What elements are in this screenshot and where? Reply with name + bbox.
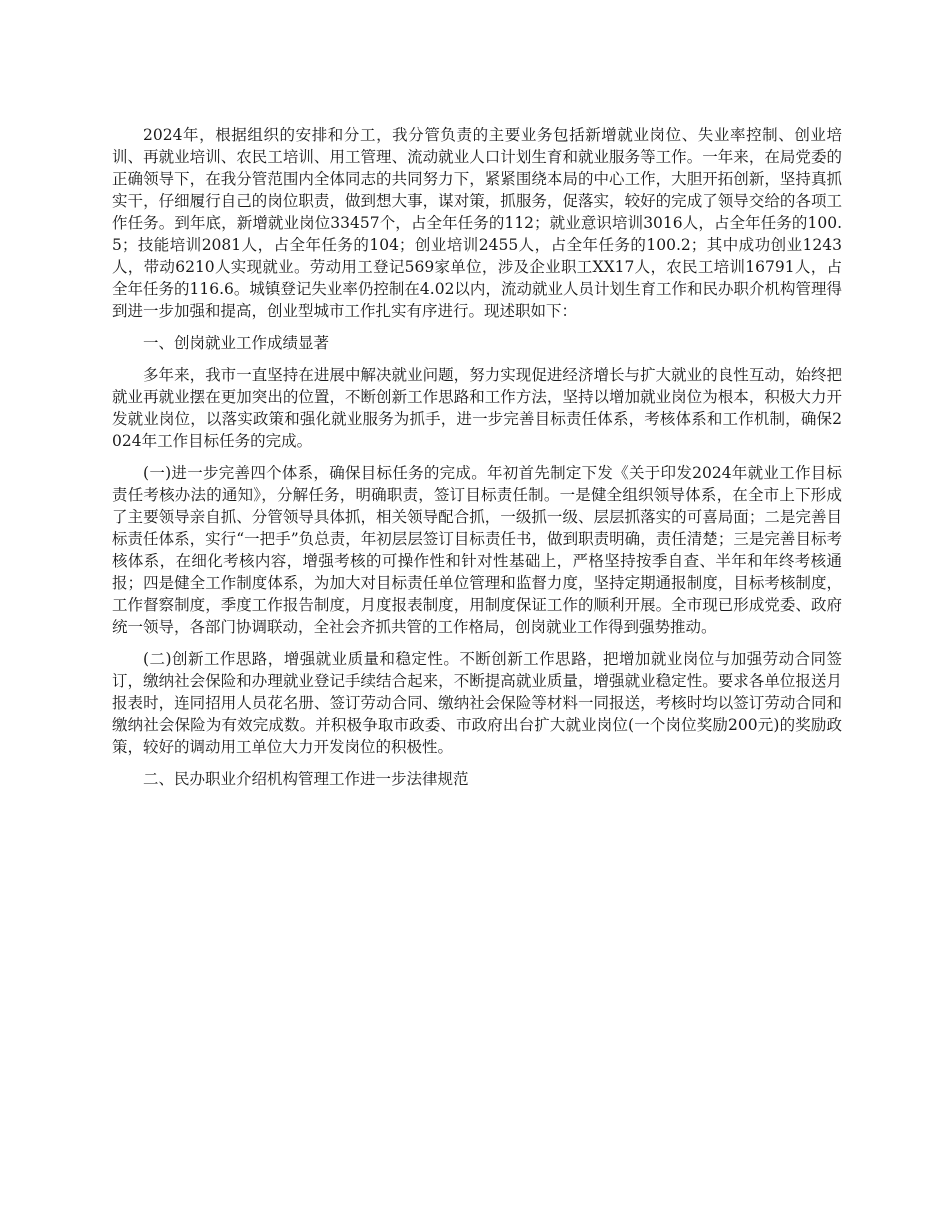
intro-paragraph: 2024年，根据组织的安排和分工，我分管负责的主要业务包括新增就业岗位、失业率控制、创业培训、再就业培训、农民工培训、用工管理、流动就业人口计划生育和就业服务等工作。一年来，在局党委的正确领导下，在我分管范围内全体同志的共同努力下，紧紧围绕本局的中心工作，大胆开拓创新，坚持真抓实干，仔细履行自己的岗位职责，做到想大事，谋对策，抓服务，促落实，较好的完成了领导交给的各项工作任务。到年底，新增就业岗位33457个，占全年任务的112；就业意识培训3016人，占全年任务的100.5；技能培训2081人，占全年任务的104；创业培训2455人，占全年任务的100.2；其中成功创业1243人，带动6210人实现就业。劳动用工登记569家单位，涉及企业职工XX17人，农民工培训16791人，占全年任务的116.6。城镇登记失业率仍控制在4.02以内，流动就业人员计划生育工作和民办职介机构管理得到进一步加强和提高，创业型城市工作扎实有序进行。现述职如下： [112, 126, 842, 320]
section-heading-2: 二、民办职业介绍机构管理工作进一步法律规范 [143, 770, 469, 788]
document-body [112, 124, 842, 800]
subsection-2-paragraph: (二)创新工作思路，增强就业质量和稳定性。不断创新工作思路，把增加就业岗位与加强劳动合同签订，缴纳社会保险和办理就业登记手续结合起来，不断提高就业质量，增强就业稳定性。要求各单位报送月报表时，连同招用人员花名册、签订劳动合同、缴纳社会保险等材料一同报送，考核时均以签订劳动合同和缴纳社会保险为有效完成数。并积极争取市政委、市政府出台扩大就业岗位(一个岗位奖励200元)的奖励政策，较好的调动用工单位大力开发岗位的积极性。 [112, 650, 842, 756]
section-heading-1: 一、创岗就业工作成绩显著 [143, 334, 330, 352]
subsection-1-paragraph: (一)进一步完善四个体系，确保目标任务的完成。年初首先制定下发《关于印发2024年就业工作目标责任考核办法的通知》，分解任务，明确职责，签订目标责任制。一是健全组织领导体系，在全市上下形成了主要领导亲自抓、分管领导具体抓，相关领导配合抓，一级抓一级、层层抓落实的可喜局面；二是完善目标责任体系，实行“一把手”负总责，年初层层签订目标责任书，做到职责明确，责任清楚；三是完善目标考核体系，在细化考核内容，增强考核的可操作性和针对性基础上，严格坚持按季自查、半年和年终考核通报；四是健全工作制度体系，为加大对目标责任单位管理和监督力度，坚持定期通报制度，目标考核制度，工作督察制度，季度工作报告制度，月度报表制度，用制度保证工作的顺利开展。全市现已形成党委、政府统一领导，各部门协调联动，全社会齐抓共管的工作格局，创岗就业工作得到强势推动。 [112, 464, 842, 636]
section-1-paragraph: 多年来，我市一直坚持在进展中解决就业问题，努力实现促进经济增长与扩大就业的良性互动，始终把就业再就业摆在更加突出的位置，不断创新工作思路和工作方法，坚持以增加就业岗位为根本，积极大力开发就业岗位，以落实政策和强化就业服务为抓手，进一步完善目标责任体系，考核体系和工作机制，确保2024年工作目标任务的完成。 [112, 366, 842, 450]
